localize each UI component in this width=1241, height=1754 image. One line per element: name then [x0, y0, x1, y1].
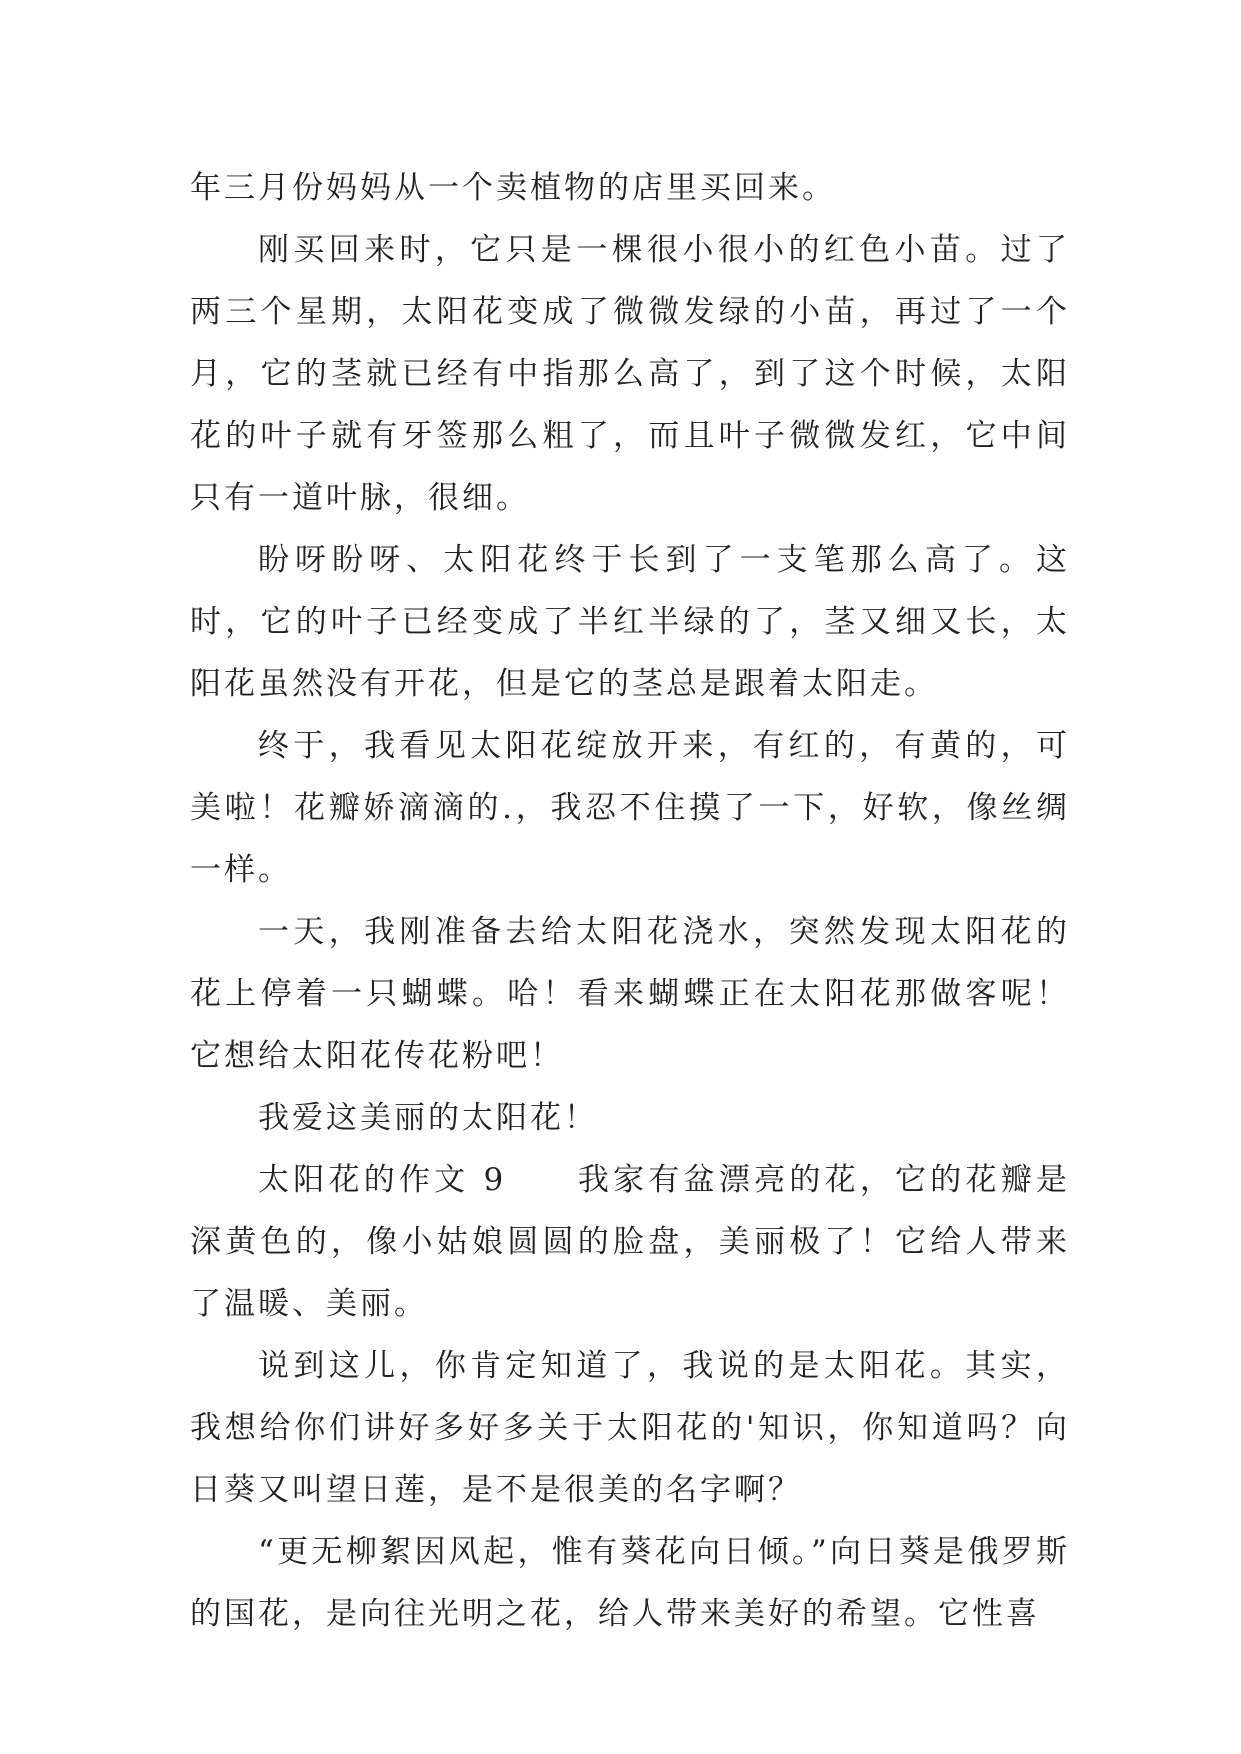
paragraph-7: 太阳花的作文 9 我家有盆漂亮的花，它的花瓣是深黄色的，像小姑娘圆圆的脸盘，美丽极了！它给人带来了温暖、美丽。: [190, 1162, 1070, 1322]
paragraph-1: 年三月份妈妈从一个卖植物的店里买回来。: [190, 170, 836, 206]
paragraph-2: 刚买回来时，它只是一棵很小很小的红色小苗。过了两三个星期，太阳花变成了微微发绿的小苗，再过了一个月，它的茎就已经有中指那么高了，到了这个时候，太阳花的叶子就有牙签那么粗了，而且叶子微微发红，它中间只有一道叶脉，很细。: [190, 232, 1070, 516]
paragraph-4: 终于，我看见太阳花绽放开来，有红的，有黄的，可美啦！花瓣娇滴滴的.，我忍不住摸了一下，好软，像丝绸一样。: [190, 728, 1070, 888]
paragraph-9: “更无柳絮因风起，惟有葵花向日倾。”向日葵是俄罗斯的国花，是向往光明之花，给人带来美好的希望。它性喜: [190, 1534, 1070, 1632]
paragraph-5: 一天，我刚准备去给太阳花浇水，突然发现太阳花的花上停着一只蝴蝶。哈！看来蝴蝶正在太阳花那做客呢！它想给太阳花传花粉吧！: [190, 914, 1070, 1074]
paragraph-3: 盼呀盼呀、太阳花终于长到了一支笔那么高了。这时，它的叶子已经变成了半红半绿的了，茎又细又长，太阳花虽然没有开花，但是它的茎总是跟着太阳走。: [190, 542, 1070, 702]
paragraph-6: 我爱这美丽的太阳花！: [258, 1100, 598, 1136]
essay-body: [190, 157, 1070, 1645]
paragraph-8: 说到这儿，你肯定知道了，我说的是太阳花。其实，我想给你们讲好多好多关于太阳花的'知识，你知道吗？向日葵又叫望日莲，是不是很美的名字啊？: [190, 1348, 1070, 1508]
